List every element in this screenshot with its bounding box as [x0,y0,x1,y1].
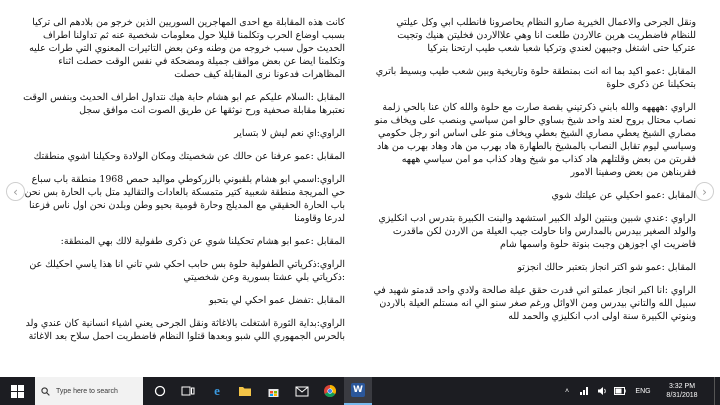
left-page [21,16,345,353]
file-explorer-button[interactable] [231,377,259,405]
store-button[interactable] [259,377,287,405]
cortana-icon [154,385,166,397]
edge-browser-button[interactable] [203,377,231,405]
paragraph: المقابل :عمو احكيلي عن عيلتك شوي [551,190,696,201]
clock-date: 8/31/2018 [666,392,698,399]
right-page [372,16,696,333]
chevron-left-icon: ‹ [13,185,18,199]
clock-time: 3:32 PM [668,383,696,390]
cortana-button[interactable] [146,377,174,405]
taskbar [0,377,720,405]
search-icon [41,387,50,396]
paragraph: الراوي:بداية الثورة اشتغلت بالاغاثة ونقل الجرحى يعني اشياء انسانية كان عندي ولد بالحرس الجمهوري اللي شبو وبعدها قتلوا النظام فاضطريت احمل سلاح بعد الاغاثة [25,318,345,342]
paragraph: الراوي :ههههه والله بابني ذكرتيني بقصة صارت مع حلوة والله كان عنا بالحي زلمة نصاب محتال بروح لعند واحد شيخ بساوي حالو امن سياسي وبنصب على ويخاف منو مصاري الشيخ يعطي مصاري الشيخ بعطي ويخاف منو على اساس انو رجل حكومي وسياسي ليوم تقابل النصاب بالمشيخ بالطهارة هاد بهرب من هاد وهاد بهرب من هاد فقربتن من بعض وقلتلهم هاد كذاب مو شيخ وهاد كذاب مو امن سياسي هههه فقربناهن من بعض وصفينا الامور [374,102,696,178]
paragraph: الراوي:اسمي ابو هشام بلقبوني بالزركوطي مواليد حمص 1968 منطقة باب سباع حي المريجة منطقة شعبية كتير متمسكة بالعادات والتقاليد متل باب الحارة بس نحن باب الحارة الحقيقي مع المديلج وحارة قومية بحيو وطن وبلدن نحن اول ناس فزعنا لدرعا وقاومنا [24,174,345,224]
system-clock[interactable] [660,377,704,405]
network-icon [579,386,589,396]
show-desktop-button[interactable] [714,377,720,405]
folder-icon [238,385,252,397]
chevron-up-icon: ˄ [564,387,570,395]
battery-button[interactable] [612,377,628,405]
taskbar-search-box[interactable] [35,377,143,405]
paragraph: الراوي :انا اكبر انجاز عملتو اني قدرت حقق عيلة صالحة ولادي واحد قدمتو شهيد في سبيل الله والتاني بيدرس ومن الاوائل ورغم صغر سنو الي انه مستلم العيلة بالاردن وبنوتي الكبيرة سنة اولى ادب انكليزي والحمد لله [373,285,696,322]
chrome-button[interactable] [316,377,344,405]
task-view-button[interactable] [174,377,202,405]
chevron-right-icon: › [702,185,707,199]
paragraph: المقابل :تفضل عمو احكي لي بتحبو [209,295,345,306]
mail-button[interactable] [288,377,316,405]
paragraph: المقابل :عمو عرفنا عن حالك عن شخصيتك ومكان الولادة وحكيلنا اشوي منطقتك [33,151,345,162]
network-button[interactable] [576,377,592,405]
chrome-icon [323,384,337,398]
tray-overflow-button[interactable] [560,377,574,405]
next-page-button[interactable] [695,182,714,201]
paragraph: الراوي:اي نعم ليش لا بتساير [234,128,345,139]
windows-logo-icon [11,385,24,398]
paragraph: ونقل الجرحى والاعمال الخيرية صارو النظام يحاصرونا فانطلب ابي وكل عيلتي للنظام فاضطريت هربن عالاردن طلعت انا وهي علاالاردن فخليتن هنيك وتجيت عتركيا حتى اشتغل وجيبهن لعندي وتركيا شعبا شعب طيب ارتحنا بتركيا [396,17,696,54]
paragraph: الراوي :عندي شبين وبنتين الولد الكبير استشهد والبنت الكبيرة بتدرس ادب انكليزي والولد الصغير بيدرس بالمدارس وانا حاولت جيب العيلة من الاردن لكن ماقدرت فاضريت اي اجوزهن وجبت بنوتة حلوة واسمها شام [378,213,696,250]
mail-icon [295,386,309,397]
word-button[interactable] [344,377,372,405]
paragraph: المقابل :السلام عليكم عم ابو هشام حابة هيك نتداول اطراف الحديث وبنفس الوقت نعتبرها مقابلة صحفية ورح نوثقها عن طريق الصوت انت موافق سجل [23,92,345,116]
paragraph: كانت هذه المقابلة مع احدى المهاجرين السوريين الذين خرجو من بلادهم الى تركيا بسبب اوضاع الحرب وتكلمنا قليلا حول معلومات شخصية عنه ثم تداولنا اطراف الحديث حول سبب خروجه من وطنه وعن بعض التاثيرات المعنوي التي طرات عليه وتكلمنا ايضا عن بعض مواقف جميلة ومضحكة في نفس الوقت حصلت اثناء المظاهرات فدعونا نرى المقابلة كيف حصلت [29,17,345,80]
paragraph: المقابل :عمو شو اكتر انجاز بتعتبر حالك انجزتو [517,262,696,273]
word-icon: W [351,383,365,397]
store-bag-icon [267,385,280,398]
speaker-icon [597,386,608,396]
paragraph: الراوي:ذكرياتي الطفولية حلوة بس حابب احكي شي تاني انا هذا ياسي احكيلك عن :ذكرياتي بلي عشتا بسورية وعن شخصيتي [29,259,345,283]
input-language-indicator[interactable]: ENG [635,387,651,395]
start-button[interactable] [0,377,34,405]
paragraph: المقابل :عمو اكيد بما انه انت بمنطقة حلوة وتاريخية وبين شعب طيب وبسيط باتري بتحكيلنا عن ذكرى حلوة [375,66,696,90]
battery-icon [614,387,626,395]
task-view-icon [181,385,195,397]
edge-icon: e [214,383,220,398]
volume-button[interactable] [594,377,610,405]
paragraph: المقابل :عمو ابو هشام تحكيلنا شوي عن ذكرى طفولية لالك بهي المنطقة: [60,236,345,247]
search-placeholder: Type here to search [56,387,118,395]
